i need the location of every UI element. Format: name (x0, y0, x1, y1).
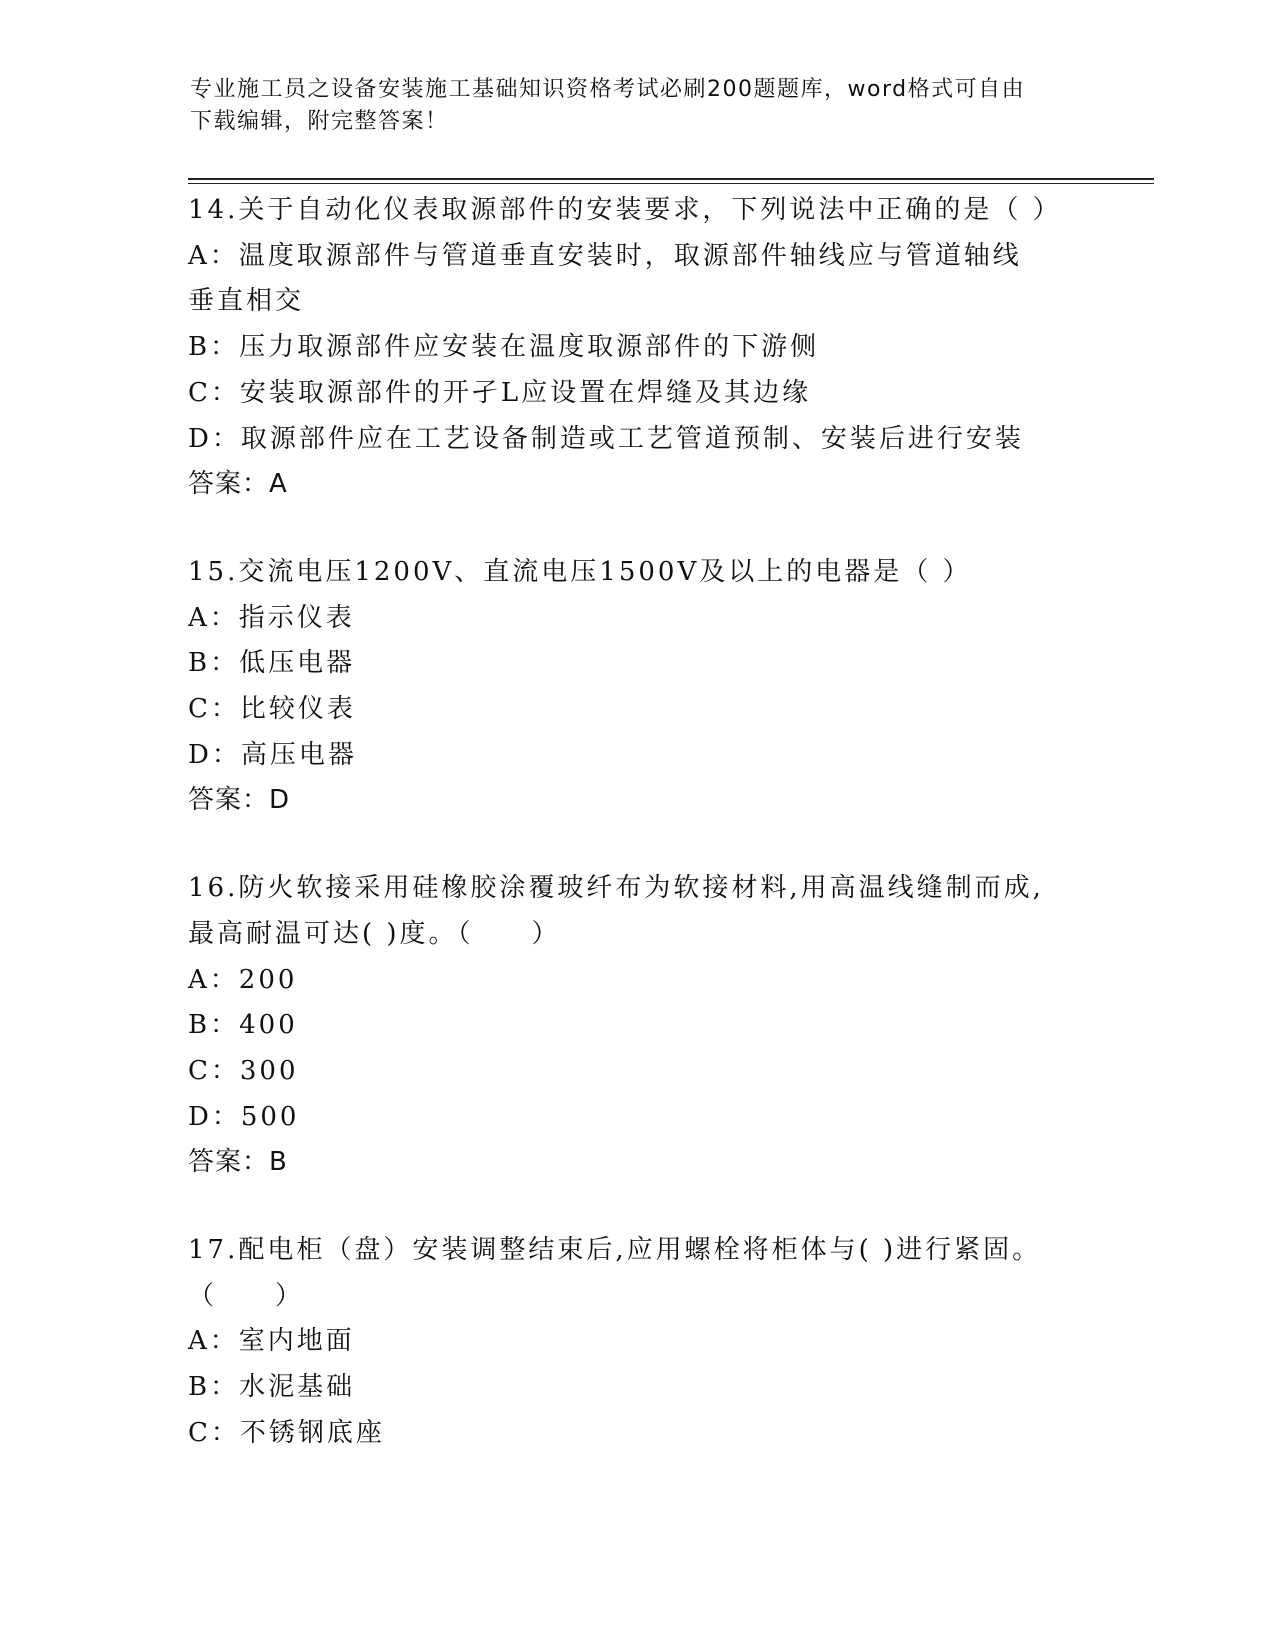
answer-label: 答案：A (188, 469, 288, 500)
question-list (188, 188, 1088, 1499)
option-b: B：水泥基础 (188, 1372, 356, 1403)
question-14 (188, 188, 1088, 508)
question-stem: 17.配电柜（盘）安装调整结束后,应用螺栓将柜体与( )进行紧固。（ ） (188, 1235, 1042, 1311)
option-b: B：压力取源部件应安装在温度取源部件的下游侧 (188, 332, 820, 363)
header-divider-thick (188, 178, 1154, 180)
question-15 (188, 550, 1088, 824)
option-a: A：室内地面 (188, 1326, 355, 1357)
option-c: C：不锈钢底座 (188, 1417, 385, 1448)
option-a: A：200 (188, 964, 298, 995)
header-divider-thin (188, 183, 1154, 184)
option-a: A：指示仪表 (188, 602, 355, 633)
question-stem: 16.防火软接采用硅橡胶涂覆玻纤布为软接材料,用高温线缝制而成,最高耐温可达( )度。（ ） (188, 873, 1044, 949)
option-b: B：低压电器 (188, 648, 356, 679)
option-d: D：500 (188, 1101, 300, 1132)
question-16 (188, 866, 1088, 1186)
answer-label: 答案：B (188, 1147, 288, 1178)
option-c: C：比较仪表 (188, 694, 356, 725)
question-17 (188, 1228, 1088, 1457)
option-d: D：取源部件应在工艺设备制造或工艺管道预制、安装后进行安装 (188, 423, 1024, 454)
document-header (190, 74, 1090, 138)
header-line-1: 专业施工员之设备安装施工基础知识资格考试必刷200题题库，word格式可自由 (190, 77, 1026, 102)
option-a: A：温度取源部件与管道垂直安装时，取源部件轴线应与管道轴线垂直相交 (188, 240, 1022, 317)
option-c: C：300 (188, 1055, 299, 1086)
header-line-2: 下载编辑，附完整答案！ (190, 109, 449, 134)
question-stem: 15.交流电压1200V、直流电压1500V及以上的电器是（ ） (188, 556, 972, 587)
option-d: D：高压电器 (188, 739, 357, 770)
answer-label: 答案：D (188, 785, 291, 816)
question-stem: 14.关于自动化仪表取源部件的安装要求，下列说法中正确的是（ ） (188, 195, 1062, 225)
option-b: B：400 (188, 1010, 298, 1041)
option-c: C：安装取源部件的开孑L应设置在焊缝及其边缘 (188, 377, 812, 408)
